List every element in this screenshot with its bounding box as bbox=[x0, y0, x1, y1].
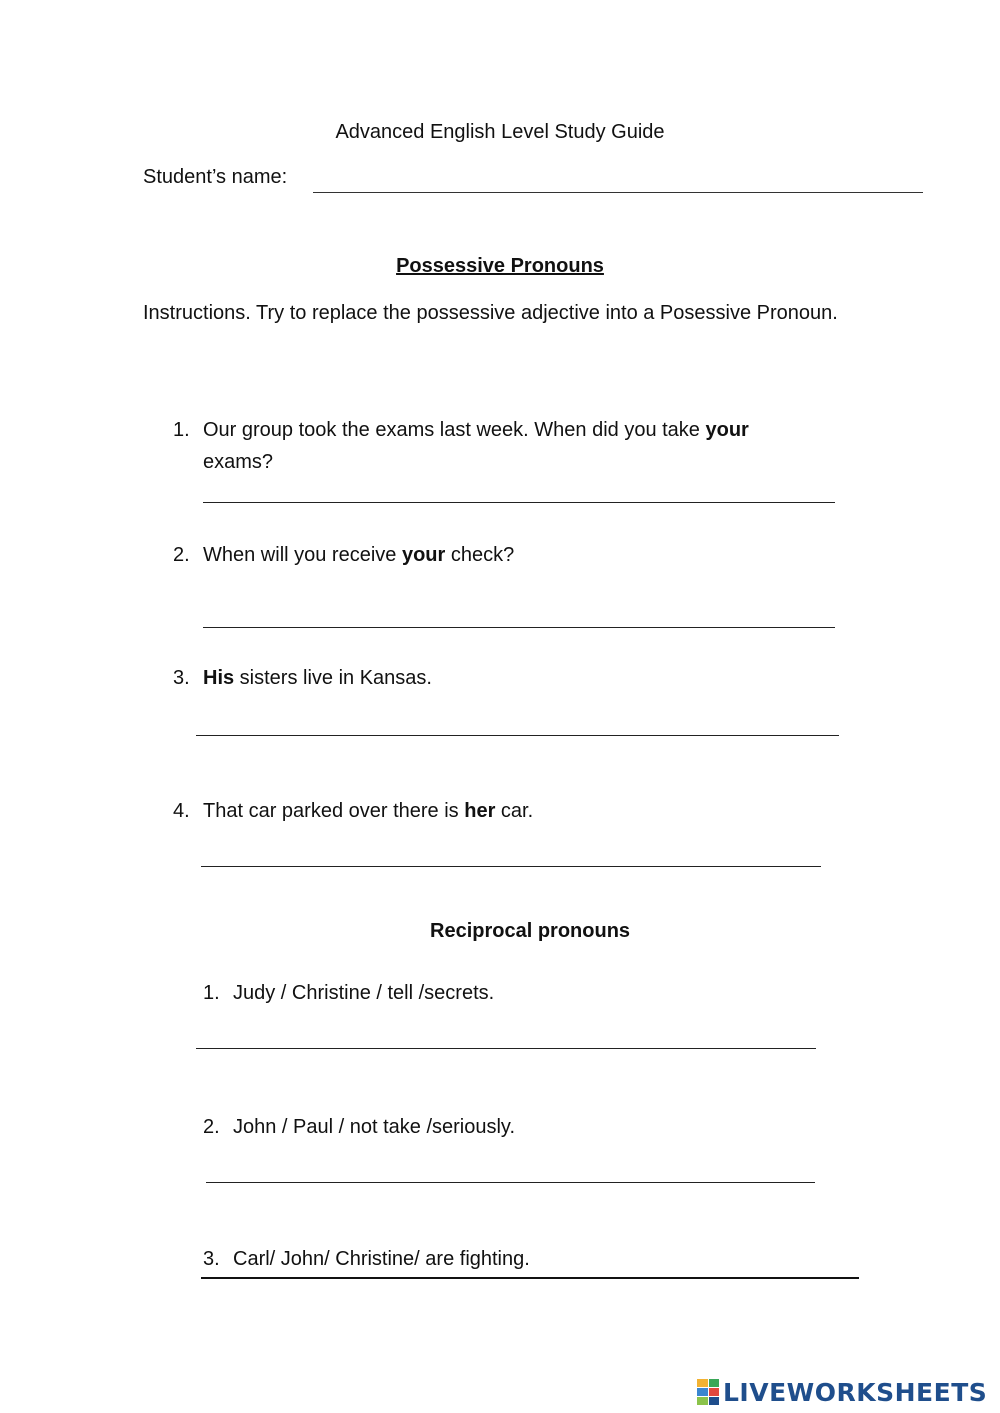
reciprocal-q3-number: 3. bbox=[203, 1248, 220, 1270]
reciprocal-q3-answer-line bbox=[201, 1277, 859, 1279]
possessive-q2-keyword: your bbox=[401, 544, 446, 566]
reciprocal-q2-number: 2. bbox=[203, 1116, 220, 1138]
student-name-line bbox=[313, 192, 923, 193]
possessive-q4-answer-line bbox=[201, 866, 821, 867]
possessive-q4-text: That car parked over there is her car. bbox=[203, 800, 534, 822]
instructions-text: Instructions. Try to replace the possessive adjective into a Posessive Pronoun. bbox=[143, 302, 838, 324]
reciprocal-heading: Reciprocal pronouns bbox=[430, 920, 631, 942]
page-title: Advanced English Level Study Guide bbox=[335, 121, 665, 143]
liveworksheets-logo-icon bbox=[697, 1379, 719, 1405]
possessive-q4-answer-input[interactable] bbox=[203, 840, 823, 866]
student-name-input[interactable] bbox=[315, 166, 924, 192]
reciprocal-q1-text: Judy / Christine / tell /secrets. bbox=[233, 982, 495, 1004]
reciprocal-q3-text: Carl/ John/ Christine/ are fighting. bbox=[233, 1248, 530, 1270]
possessive-q1-text-line2: exams? bbox=[203, 451, 274, 473]
possessive-q1-answer-input[interactable] bbox=[205, 476, 837, 502]
reciprocal-q2-answer-input[interactable] bbox=[208, 1156, 817, 1182]
possessive-q1-number: 1. bbox=[173, 419, 190, 441]
possessive-q2-answer-input[interactable] bbox=[205, 601, 837, 627]
reciprocal-q1-number: 1. bbox=[203, 982, 220, 1004]
logo-text: LIVEWORKSHEETS bbox=[723, 1377, 988, 1407]
liveworksheets-logo bbox=[697, 1375, 987, 1409]
possessive-q2-answer-line bbox=[203, 627, 835, 628]
possessive-q2-text: When will you receive your check? bbox=[203, 544, 515, 566]
reciprocal-q1-answer-line bbox=[196, 1048, 816, 1049]
possessive-q1-keyword: your bbox=[705, 419, 749, 441]
reciprocal-q2-answer-line bbox=[206, 1182, 815, 1183]
possessive-q2-number: 2. bbox=[173, 544, 190, 566]
possessive-q3-text: His sisters live in Kansas. bbox=[203, 667, 432, 689]
possessive-q3-keyword: His bbox=[203, 667, 235, 689]
possessive-q1-text: Our group took the exams last week. When did you take your bbox=[203, 419, 749, 441]
possessive-heading: Possessive Pronouns bbox=[396, 255, 604, 277]
possessive-q1-answer-line bbox=[203, 502, 835, 503]
possessive-q3-number: 3. bbox=[173, 667, 190, 689]
possessive-q3-answer-input[interactable] bbox=[198, 709, 841, 735]
student-name-label: Student’s name: bbox=[143, 166, 288, 188]
reciprocal-q1-answer-input[interactable] bbox=[198, 1022, 818, 1048]
reciprocal-q2-text: John / Paul / not take /seriously. bbox=[233, 1116, 516, 1138]
possessive-q4-number: 4. bbox=[173, 800, 190, 822]
possessive-q4-keyword: her bbox=[464, 800, 496, 822]
possessive-q3-answer-line bbox=[196, 735, 839, 736]
